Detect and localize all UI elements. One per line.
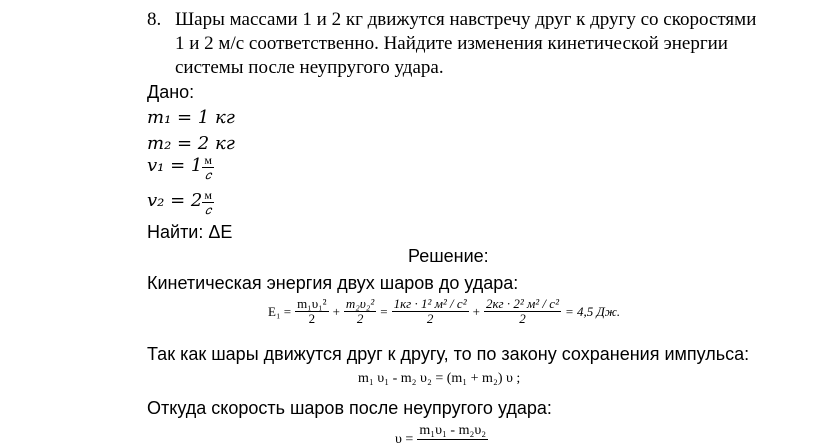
formula1-term3 [392,297,469,326]
given-v1-fraction [202,153,214,182]
problem-number: 8. [147,9,162,30]
formula1-result: = 4,5 Дж. [564,303,621,319]
given-v2-fraction [202,188,214,217]
formula1-term4-den: 2 [519,311,526,326]
formula1-term1-den: 2 [308,311,316,326]
formula1-equals: = [380,303,388,319]
given-v1-num: м [204,153,212,167]
given-v2-lhs: 𝑣₂ = 2 [147,190,203,212]
kinetic-energy-formula [268,297,620,326]
solution-text-2: Так как шары движутся друг к другу, то по закону сохранения импульса: [147,344,750,364]
given-v1-lhs: 𝑣₁ = 1 [147,155,203,177]
solution-text-1: Кинетическая энергия двух шаров до удара: [147,273,519,293]
formula3-numerator: m₁υ₁ - m₂υ₂ [419,423,487,438]
find-label: Найти: ΔE [147,222,233,242]
formula1-plus-2: + [472,303,480,319]
solution-text-3: Откуда скорость шаров после неупругого удара: [147,398,552,418]
given-v2-den: 𝑐 [205,203,212,217]
problem-line-3: системы после неупругого удара. [175,57,444,78]
given-v1 [147,153,214,182]
formula1-term2-num: m₂υ₂² [345,296,375,311]
formula1-term4 [484,297,561,326]
formula1-plus-1: + [332,303,340,319]
formula1-term2-den: 2 [356,311,364,326]
solution-heading: Решение: [408,246,489,266]
problem-line-1: Шары массами 1 и 2 кг движутся навстречу друг к другу со скоростями [175,9,757,30]
given-m2: 𝑚₂ = 2 кг [147,133,235,154]
formula1-lhs: E₁ = [268,303,292,319]
formula1-term1-num: m₁υ₁² [297,296,327,311]
given-m1: 𝑚₁ = 1 кг [147,107,235,128]
given-v2 [147,188,214,217]
momentum-formula: m₁ υ₁ - m₂ υ₂ = (m₁ + m₂) υ ; [358,371,521,386]
problem-line-2: 1 и 2 м/с соответственно. Найдите изменения кинетической энергии [175,33,728,54]
given-v1-den: 𝑐 [205,168,212,182]
formula1-term2 [344,297,376,326]
velocity-formula [395,423,488,447]
formula1-term3-den: 2 [426,311,434,326]
formula3-lhs: υ = [395,432,414,447]
formula1-term3-num: 1кг · 1² м² / с² [393,296,467,311]
formula1-term4-num: 2кг · 2² м² / с² [485,296,559,311]
given-label: Дано: [147,82,195,102]
formula1-term1 [295,297,329,326]
given-v2-num: м [204,188,212,202]
